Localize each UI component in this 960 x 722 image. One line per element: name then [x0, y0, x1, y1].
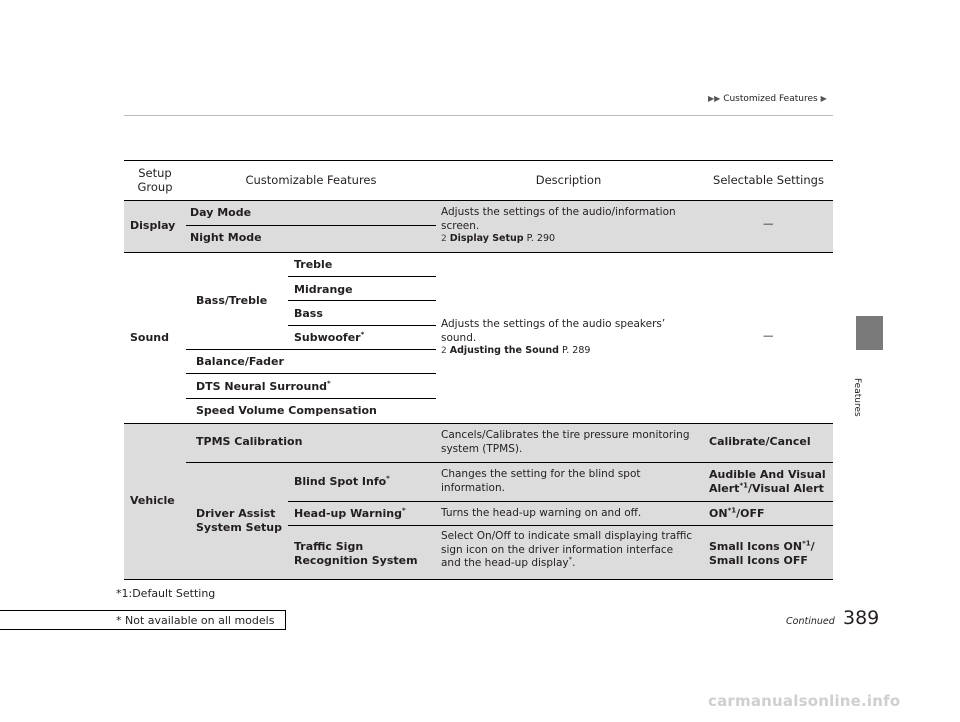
feature-tpms: TPMS Calibration	[196, 435, 303, 448]
feature-bass: Bass	[294, 307, 323, 320]
header-rule	[124, 115, 833, 116]
feature-midrange: Midrange	[294, 283, 353, 296]
sound-ref[interactable]: 2 Adjusting the Sound P. 289	[441, 345, 591, 357]
row-divider	[288, 525, 833, 526]
row-divider	[186, 349, 436, 350]
breadcrumb	[708, 94, 827, 104]
tpms-settings: Calibrate/Cancel	[709, 435, 811, 448]
blind-spot-settings: Audible And Visual Alert$^{*1}$/Visual Alert	[709, 468, 826, 496]
feature-blind-spot: Blind Spot Info*	[294, 474, 390, 488]
col-header-description: Description	[535, 172, 602, 187]
row-divider	[186, 373, 436, 374]
feature-driver-assist: Driver Assist System Setup	[196, 507, 282, 535]
blind-spot-description: Changes the setting for the blind spot information.	[441, 468, 641, 494]
feature-traffic-sign: Traffic Sign Recognition System	[294, 540, 418, 568]
feature-treble: Treble	[294, 258, 333, 271]
section-tab-label: Features	[852, 378, 862, 417]
feature-day-mode: Day Mode	[190, 206, 252, 219]
feature-subwoofer: Subwoofer*	[294, 330, 365, 344]
tpms-description: Cancels/Calibrates the tire pressure monitoring system (TPMS).	[441, 429, 690, 455]
sound-settings: —	[763, 330, 774, 342]
row-divider	[288, 300, 436, 301]
display-settings: —	[763, 218, 774, 230]
default-setting-note: *1:Default Setting	[116, 587, 216, 600]
traffic-sign-settings: Small Icons ON$^{*1}$/ Small Icons OFF	[709, 539, 815, 568]
col-header-features: Customizable Features	[245, 172, 377, 187]
row-divider	[288, 501, 833, 502]
feature-bass-treble: Bass/Treble	[196, 294, 268, 307]
continued-label: Continued	[786, 616, 835, 627]
group-display: Display	[130, 219, 176, 232]
feature-night-mode: Night Mode	[190, 231, 262, 244]
row-divider	[186, 462, 833, 463]
col-header-setup-group: Setup Group	[137, 165, 173, 194]
traffic-sign-description: Select On/Off to indicate small displaying traffic sign icon on the driver information interface and the head-up display*.	[441, 530, 693, 570]
display-ref[interactable]: 2 Display Setup P. 290	[441, 233, 556, 245]
sound-description-cell	[441, 318, 671, 356]
feature-dts: DTS Neural Surround*	[196, 379, 331, 393]
xref-icon: 2	[441, 346, 447, 357]
row-divider	[288, 325, 436, 326]
display-description: Adjusts the settings of the audio/information screen.	[441, 206, 676, 232]
watermark: carmanualsonline.info	[708, 692, 901, 710]
feature-head-up-warning: Head-up Warning*	[294, 506, 406, 520]
table-bottom-rule	[124, 579, 833, 580]
row-divider	[124, 252, 833, 253]
row-divider	[186, 398, 436, 399]
page-number: 389	[843, 607, 880, 629]
row-divider	[288, 276, 436, 277]
col-header-settings: Selectable Settings	[713, 172, 824, 187]
row-divider	[186, 225, 436, 226]
feature-speed-volume: Speed Volume Compensation	[196, 404, 377, 417]
breadcrumb-label: Customized Features	[723, 94, 818, 104]
hud-settings: ON$^{*1}$/OFF	[709, 506, 765, 520]
sound-description: Adjusts the settings of the audio speakers’ sound.	[441, 318, 666, 344]
feature-balance-fader: Balance/Fader	[196, 355, 284, 368]
section-tab	[856, 316, 883, 350]
group-sound: Sound	[130, 331, 170, 344]
not-available-note: * Not available on all models	[0, 610, 286, 630]
breadcrumb-arrow-icon: ▶▶	[708, 94, 721, 103]
hud-description: Turns the head-up warning on and off.	[441, 507, 642, 519]
group-vehicle: Vehicle	[130, 494, 175, 507]
breadcrumb-arrow-icon: ▶	[820, 94, 827, 103]
xref-icon: 2	[441, 234, 447, 245]
display-description-cell	[441, 206, 696, 244]
